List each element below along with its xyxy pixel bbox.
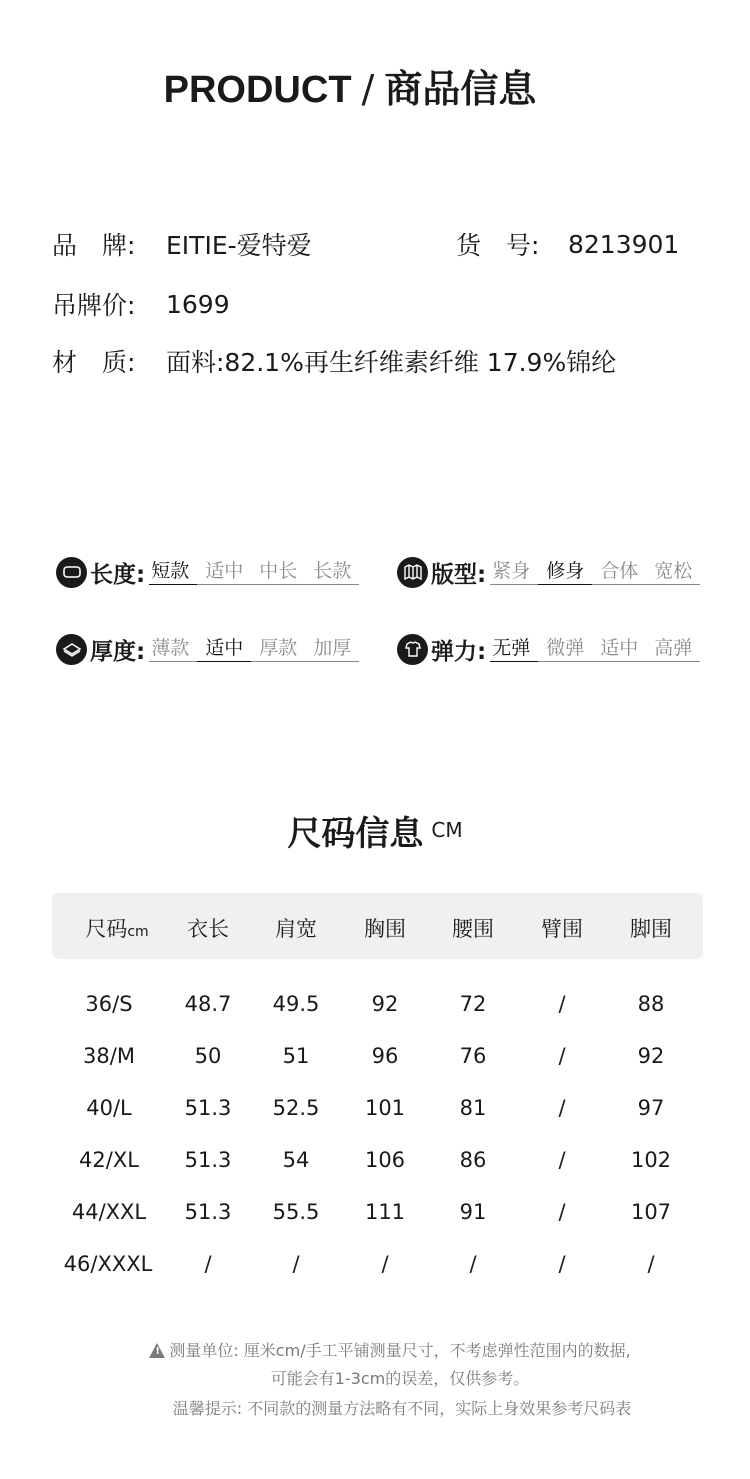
table-cell: 91 xyxy=(459,1200,487,1224)
attr-length xyxy=(56,555,359,589)
attr-length-opt-1: 适中 xyxy=(197,559,251,585)
table-cell: 46/XXXL xyxy=(63,1252,153,1276)
table-cell: 38/M xyxy=(83,1044,135,1068)
sku-value: 8213901 xyxy=(568,229,680,259)
table-cell: 96 xyxy=(371,1044,399,1068)
header-size-unit: cm xyxy=(127,924,149,940)
table-cell: / xyxy=(204,1252,212,1276)
table-cell: 101 xyxy=(364,1096,406,1120)
sku-row xyxy=(456,226,679,262)
attr-elasticity-name: 弹力: xyxy=(431,638,487,665)
attr-fit xyxy=(397,555,700,589)
table-cell: / xyxy=(292,1252,300,1276)
material-label: 材 质: xyxy=(52,348,136,377)
table-cell: / xyxy=(647,1252,655,1276)
measure-note-line2: 可能会有1-3cm的误差，仅供参考。 xyxy=(270,1369,530,1388)
table-cell: 51 xyxy=(282,1044,310,1068)
attr-elasticity xyxy=(397,632,700,666)
table-cell: 40/L xyxy=(86,1096,132,1120)
table-row xyxy=(52,1140,703,1180)
attr-fit-opt-1: 修身 xyxy=(538,559,592,585)
attr-thickness xyxy=(56,632,359,666)
size-title-text: 尺码信息 xyxy=(287,814,424,854)
table-cell: / xyxy=(558,1096,566,1120)
table-cell: 36/S xyxy=(85,992,133,1016)
table-row xyxy=(52,1088,703,1128)
size-section-title xyxy=(0,806,750,855)
table-cell: / xyxy=(558,992,566,1016)
material-row xyxy=(52,343,616,379)
table-cell: 86 xyxy=(459,1148,487,1172)
table-row xyxy=(52,1192,703,1232)
table-cell: / xyxy=(469,1252,477,1276)
table-cell: 51.3 xyxy=(184,1096,232,1120)
table-cell: 76 xyxy=(459,1044,487,1068)
table-cell: 49.5 xyxy=(272,992,320,1016)
attr-length-opt-2: 中长 xyxy=(251,559,305,585)
brand-label: 品 牌: xyxy=(52,231,136,260)
thickness-icon xyxy=(56,634,87,665)
page-title xyxy=(0,58,700,113)
table-cell: 106 xyxy=(364,1148,406,1172)
table-cell: 54 xyxy=(282,1148,310,1172)
header-chest: 胸围 xyxy=(364,917,406,941)
table-cell: 92 xyxy=(637,1044,665,1068)
table-cell: 48.7 xyxy=(184,992,232,1016)
length-icon xyxy=(56,557,87,588)
attr-thickness-opt-2: 厚款 xyxy=(251,636,305,662)
table-cell: 52.5 xyxy=(272,1096,320,1120)
header-shoulder: 肩宽 xyxy=(275,917,317,941)
attr-length-name: 长度: xyxy=(90,561,146,588)
measure-note-line1: 测量单位: 厘米cm/手工平铺测量尺寸，不考虑弹性范围内的数据, xyxy=(169,1341,631,1360)
table-cell: 72 xyxy=(459,992,487,1016)
title-en: PRODUCT xyxy=(163,69,352,111)
attr-length-opt-0: 短款 xyxy=(149,559,197,585)
table-cell: 51.3 xyxy=(184,1200,232,1224)
table-cell: / xyxy=(558,1252,566,1276)
attr-elasticity-opt-0: 无弹 xyxy=(490,636,538,662)
title-separator: / xyxy=(361,67,375,111)
attr-fit-opt-2: 合体 xyxy=(592,559,646,585)
measure-note xyxy=(0,1338,750,1361)
brand-row xyxy=(52,226,312,262)
warning-icon: ! xyxy=(149,1343,165,1358)
table-row xyxy=(52,984,703,1024)
table-cell: 55.5 xyxy=(272,1200,320,1224)
price-label: 吊牌价: xyxy=(52,291,136,320)
size-title-unit: CM xyxy=(431,818,463,842)
attr-length-opt-3: 长款 xyxy=(305,559,359,585)
size-table-header xyxy=(52,893,703,959)
table-row xyxy=(52,1036,703,1076)
sku-label: 货 号: xyxy=(456,231,540,260)
table-row xyxy=(52,1244,703,1284)
table-cell: 102 xyxy=(630,1148,672,1172)
material-value: 面料:82.1%再生纤维素纤维 17.9%锦纶 xyxy=(166,348,617,377)
header-hem: 脚围 xyxy=(630,917,672,941)
table-cell: 50 xyxy=(194,1044,222,1068)
header-waist: 腰围 xyxy=(452,917,494,941)
elasticity-icon xyxy=(397,634,428,665)
header-arm: 臂围 xyxy=(541,917,583,941)
table-cell: 42/XL xyxy=(79,1148,139,1172)
attr-fit-opt-3: 宽松 xyxy=(646,559,700,585)
table-cell: 97 xyxy=(637,1096,665,1120)
attr-elasticity-opt-1: 微弹 xyxy=(538,636,592,662)
fit-icon xyxy=(397,557,428,588)
attr-thickness-opt-1: 适中 xyxy=(197,636,251,662)
price-value: 1699 xyxy=(166,289,230,319)
table-cell: 107 xyxy=(630,1200,672,1224)
attr-thickness-opt-0: 薄款 xyxy=(149,636,197,662)
tip-note: 温馨提示: 不同款的测量方法略有不同，实际上身效果参考尺码表 xyxy=(172,1399,632,1418)
table-cell: / xyxy=(558,1148,566,1172)
table-cell: / xyxy=(558,1200,566,1224)
header-size xyxy=(72,913,162,943)
table-cell: / xyxy=(558,1044,566,1068)
header-length: 衣长 xyxy=(187,917,229,941)
brand-value: EITIE-爱特爱 xyxy=(166,231,312,260)
attr-fit-opt-0: 紧身 xyxy=(490,559,538,585)
attr-elasticity-opt-3: 高弹 xyxy=(646,636,700,662)
table-cell: / xyxy=(381,1252,389,1276)
attr-thickness-opt-3: 加厚 xyxy=(305,636,359,662)
table-cell: 51.3 xyxy=(184,1148,232,1172)
attr-fit-name: 版型: xyxy=(431,561,487,588)
title-cn: 商品信息 xyxy=(384,67,537,111)
attr-thickness-name: 厚度: xyxy=(90,638,146,665)
table-cell: 44/XXL xyxy=(71,1200,147,1224)
price-row xyxy=(52,286,230,322)
table-cell: 92 xyxy=(371,992,399,1016)
table-cell: 88 xyxy=(637,992,665,1016)
table-cell: 81 xyxy=(459,1096,487,1120)
attr-elasticity-opt-2: 适中 xyxy=(592,636,646,662)
header-size-text: 尺码 xyxy=(85,917,128,941)
table-cell: 111 xyxy=(364,1200,406,1224)
